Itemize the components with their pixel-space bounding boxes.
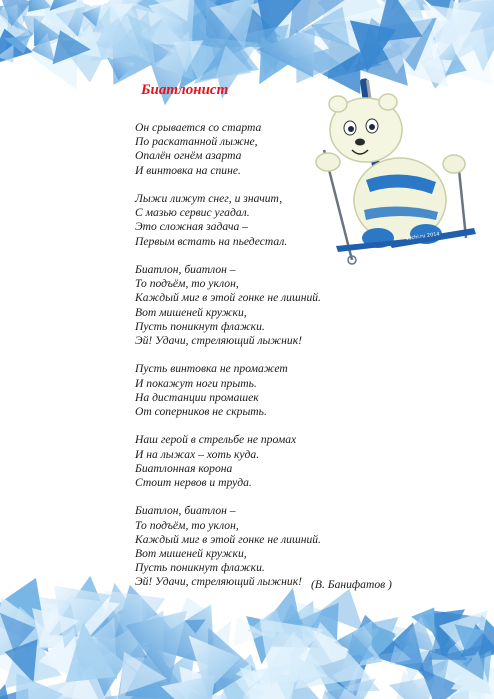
polar-bear-biathlete-icon bbox=[308, 70, 478, 270]
poem-line: Биатлон, биатлон – bbox=[135, 263, 236, 276]
chorus bbox=[135, 504, 435, 589]
poem-line: По раскатанной лыжне, bbox=[135, 135, 258, 149]
poem-line: Каждый миг в этой гонке не лишний. bbox=[135, 291, 321, 305]
poem-line: От соперников не скрыть. bbox=[135, 405, 267, 419]
poem-line: То подъём, то уклон, bbox=[135, 518, 239, 532]
poem-line: Пусть поникнут флажки. bbox=[135, 561, 265, 575]
stanza bbox=[135, 362, 435, 419]
poem-line: Он срывается со старта bbox=[135, 121, 262, 134]
poem-line: Эй! Удачи, стреляющий лыжник! bbox=[135, 334, 302, 348]
poem-line: Это сложная задача – bbox=[135, 220, 248, 234]
poem-line: Эй! Удачи, стреляющий лыжник! bbox=[135, 575, 302, 589]
poem-line: И винтовка на спине. bbox=[135, 163, 241, 177]
poem-line: Стоит нервов и труда. bbox=[135, 476, 252, 490]
poem-line: Каждый миг в этой гонке не лишний. bbox=[135, 532, 321, 546]
poem-line: Наш герой в стрельбе не промах bbox=[135, 433, 297, 447]
poem-line: Биатлон, биатлон – bbox=[135, 504, 236, 518]
poem-line: И на лыжах – хоть куда. bbox=[135, 447, 260, 461]
poem-line: Вот мишеней кружки, bbox=[135, 305, 247, 319]
poem-line: Биатлонная корона bbox=[135, 461, 233, 475]
poem-line: Опалён огнём азарта bbox=[135, 149, 242, 163]
poem-line: Пусть поникнут флажки. bbox=[135, 319, 265, 333]
poem-line: Вот мишеней кружки, bbox=[135, 547, 247, 561]
poem-line: С мазью сервис угадал. bbox=[135, 206, 250, 220]
poem-author: (В. Банифатов ) bbox=[311, 578, 392, 591]
stanza bbox=[135, 433, 435, 490]
ski-logo: sochi.ru 2014 bbox=[405, 231, 441, 242]
chorus bbox=[135, 263, 435, 348]
poem-line: Лыжи лижут снег, и значит, bbox=[135, 192, 283, 205]
poem-line: Пусть винтовка не промажет bbox=[135, 362, 288, 376]
poem-line: То подъём, то уклон, bbox=[135, 277, 239, 291]
poem-line: Первым встать на пьедестал. bbox=[135, 234, 288, 248]
poem-line: На дистанции промашек bbox=[135, 390, 259, 404]
poem-title: Биатлонист bbox=[141, 82, 229, 98]
poem-line: И покажут ноги прыть. bbox=[135, 376, 257, 390]
